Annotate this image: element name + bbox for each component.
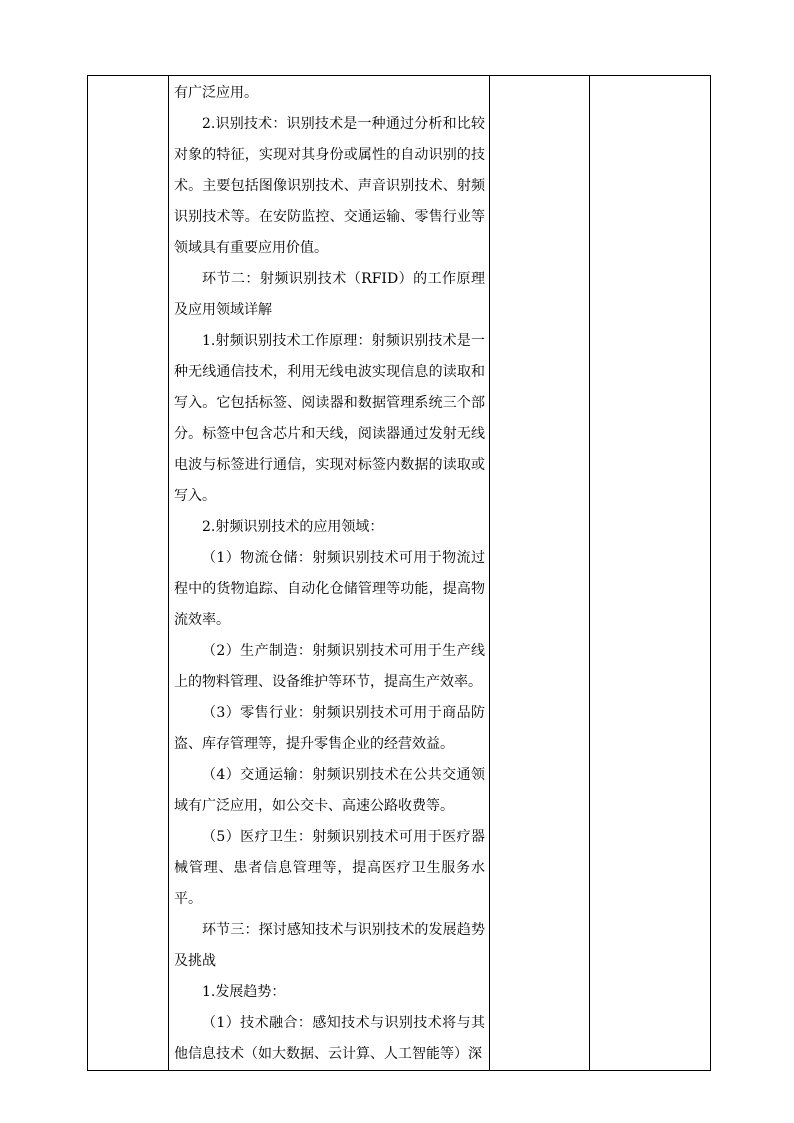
paragraph: （2）生产制造：射频识别技术可用于生产线上的物料管理、设备维护等环节，提高生产效率。 bbox=[174, 643, 485, 690]
paragraph: （4）交通运输：射频识别技术在公共交通领域有广泛应用，如公交卡、高速公路收费等。 bbox=[174, 767, 485, 814]
content-cell bbox=[169, 76, 490, 1071]
paragraph: 环节二：射频识别技术（RFID）的工作原理及应用领域详解 bbox=[174, 271, 485, 318]
table-row bbox=[88, 76, 711, 1071]
paragraph: 2.识别技术：识别技术是一种通过分析和比较对象的特征，实现对其身份或属性的自动识别的技术。主要包括图像识别技术、声音识别技术、射频识别技术等。在安防监控、交通运输、零售行业等领域具有重要应用价值。 bbox=[174, 116, 485, 256]
paragraph: 有广泛应用。 bbox=[174, 85, 258, 101]
paragraph: 1.发展趋势： bbox=[202, 984, 286, 1000]
third-column-cell bbox=[490, 76, 590, 1071]
paragraph: 环节三：探讨感知技术与识别技术的发展趋势及挑战 bbox=[174, 922, 485, 969]
paragraph: （5）医疗卫生：射频识别技术可用于医疗器械管理、患者信息管理等，提高医疗卫生服务水平。 bbox=[174, 829, 485, 907]
paragraph: 2.射频识别技术的应用领域： bbox=[202, 519, 384, 535]
left-column-cell bbox=[88, 76, 169, 1071]
paragraph: （1）物流仓储：射频识别技术可用于物流过程中的货物追踪、自动化仓储管理等功能，提高物流效率。 bbox=[174, 550, 485, 628]
lesson-plan-table bbox=[87, 75, 711, 1071]
right-column-cell bbox=[590, 76, 711, 1071]
content-body bbox=[169, 76, 489, 1070]
paragraph: （3）零售行业：射频识别技术可用于商品防盗、库存管理等，提升零售企业的经营效益。 bbox=[174, 705, 485, 752]
paragraph: （1）技术融合：感知技术与识别技术将与其他信息技术（如大数据、云计算、人工智能等）深 bbox=[174, 1015, 485, 1062]
paragraph: 1.射频识别技术工作原理：射频识别技术是一种无线通信技术，利用无线电波实现信息的读取和写入。它包括标签、阅读器和数据管理系统三个部分。标签中包含芯片和天线，阅读器通过发射无线电波与标签进行通信，实现对标签内数据的读取或写入。 bbox=[174, 333, 485, 504]
